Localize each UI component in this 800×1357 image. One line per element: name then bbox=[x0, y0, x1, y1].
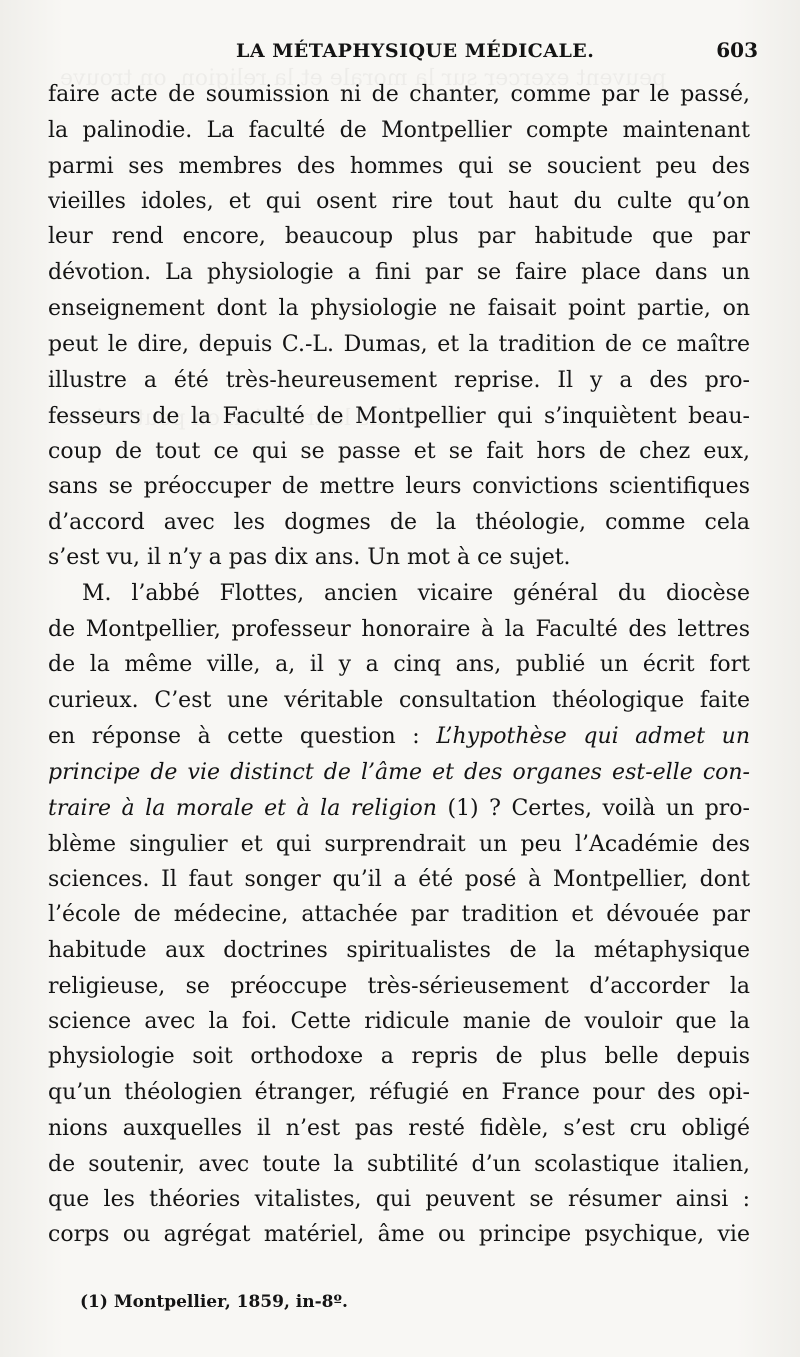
text-line: physiologie soit orthodoxe a repris de plus belle depuis bbox=[48, 1044, 750, 1069]
text-line: d’accord avec les dogmes de la théologie, comme cela bbox=[48, 510, 750, 535]
question-italic-cont: principe de vie distinct de l’âme et des organes est-elle con- bbox=[48, 760, 750, 785]
text-line: M. l’abbé Flottes, ancien vicaire général du diocèse bbox=[82, 581, 750, 606]
text-line: vieilles idoles, et qui osent rire tout haut du culte qu’on bbox=[48, 189, 750, 214]
text-line bbox=[48, 756, 750, 790]
text-line: que les théories vitalistes, qui peuvent se résumer ainsi : bbox=[48, 1187, 750, 1212]
text-line: religieuse, se préoccupe très-sérieusement d’accorder la bbox=[48, 974, 750, 999]
running-head: LA MÉTAPHYSIQUE MÉDICALE. bbox=[236, 40, 595, 62]
text-line bbox=[48, 792, 750, 826]
text-line: la palinodie. La faculté de Montpellier compte maintenant bbox=[48, 118, 750, 143]
question-italic-end: traire à la morale et à la religion bbox=[48, 796, 437, 821]
text-line: sans se préoccuper de mettre leurs convictions scientifiques bbox=[48, 474, 750, 499]
text-line: l’école de médecine, attachée par tradition et dévouée par bbox=[48, 902, 750, 927]
text-line: sciences. Il faut songer qu’il a été posé à Montpellier, dont bbox=[48, 867, 750, 892]
text-line bbox=[48, 720, 750, 754]
text-line: nions auxquelles il n’est pas resté fidèle, s’est cru obligé bbox=[48, 1116, 750, 1141]
text-line: de soutenir, avec toute la subtilité d’un scolastique italien, bbox=[48, 1152, 750, 1177]
text-line: parmi ses membres des hommes qui se soucient peu des bbox=[48, 154, 750, 179]
footnote: (1) Montpellier, 1859, in-8º. bbox=[80, 1292, 348, 1312]
text-line: curieux. C’est une véritable consultation théologique faite bbox=[48, 688, 750, 713]
text-line: illustre a été très-heureusement reprise. Il y a des pro- bbox=[48, 368, 750, 393]
text-line: peut le dire, depuis C.-L. Dumas, et la tradition de ce maître bbox=[48, 332, 750, 357]
text-line: fesseurs de la Faculté de Montpellier qui s’inquiètent beau- bbox=[48, 404, 750, 429]
text-line: enseignement dont la physiologie ne faisait point partie, on bbox=[48, 296, 750, 321]
footnote-ref-text: (1) ? Certes, voilà un pro- bbox=[436, 796, 750, 821]
text-line: science avec la foi. Cette ridicule manie de vouloir que la bbox=[48, 1009, 750, 1034]
text-line: coup de tout ce qui se passe et se fait hors de chez eux, bbox=[48, 439, 750, 464]
page-number: 603 bbox=[716, 38, 758, 62]
text-line: dévotion. La physiologie a fini par se faire place dans un bbox=[48, 260, 750, 285]
text-line: leur rend encore, beaucoup plus par habitude que par bbox=[48, 224, 750, 249]
text-line: habitude aux doctrines spiritualistes de la métaphysique bbox=[48, 938, 750, 963]
text-line: qu’un théologien étranger, réfugié en France pour des opi- bbox=[48, 1080, 750, 1105]
page-header bbox=[48, 36, 758, 66]
text-line: corps ou agrégat matériel, âme ou principe psychique, vie bbox=[48, 1222, 750, 1247]
text-line: de Montpellier, professeur honoraire à la Faculté des lettres bbox=[48, 617, 750, 642]
question-italic: L’hypothèse qui admet un bbox=[436, 724, 750, 749]
text-line: faire acte de soumission ni de chanter, comme par le passé, bbox=[48, 82, 750, 107]
text-line-roman: en réponse à cette question : bbox=[48, 724, 420, 749]
text-line: blème singulier et qui surprendrait un peu l’Académie des bbox=[48, 832, 750, 857]
text-line: de la même ville, a, il y a cinq ans, publié un écrit fort bbox=[48, 652, 750, 677]
text-line: s’est vu, il n’y a pas dix ans. Un mot à ce sujet. bbox=[48, 545, 571, 570]
